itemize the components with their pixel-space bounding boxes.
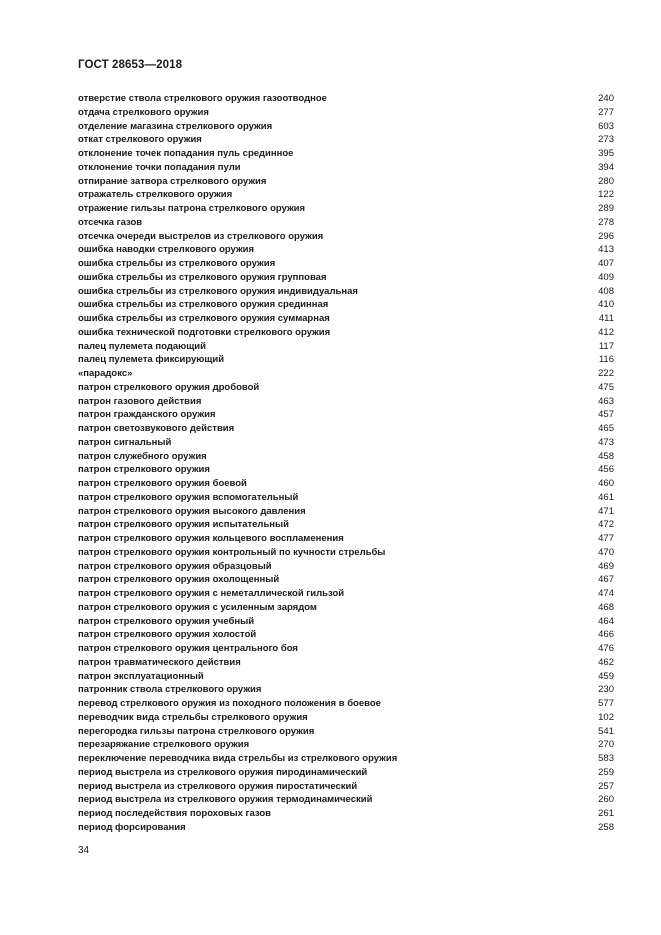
entry-term: ошибка технической подготовки стрелкового оружия bbox=[78, 326, 331, 338]
entry-page-ref: 395 bbox=[598, 148, 614, 159]
entry-term: отсечка очереди выстрелов из стрелкового оружия bbox=[78, 230, 324, 242]
entry-term: патрон стрелкового оружия образцовый bbox=[78, 560, 272, 572]
entry-term: ошибка наводки стрелкового оружия bbox=[78, 244, 255, 256]
index-entry bbox=[78, 683, 614, 697]
index-entry bbox=[78, 477, 614, 491]
index-entry bbox=[78, 670, 614, 684]
entry-page-ref: 117 bbox=[598, 340, 614, 352]
entry-term: отражатель стрелкового оружия bbox=[78, 189, 233, 201]
entry-page-ref: 289 bbox=[598, 203, 614, 214]
entry-page-ref: 102 bbox=[598, 711, 614, 723]
entry-page-ref: 469 bbox=[598, 560, 614, 572]
entry-term: патрон стрелкового оружия дробовой bbox=[78, 381, 260, 393]
index-entry bbox=[78, 408, 614, 422]
entry-page-ref: 462 bbox=[598, 656, 614, 668]
entry-page-ref: 475 bbox=[598, 381, 614, 393]
index-entry bbox=[78, 450, 614, 464]
entry-term: патрон стрелкового оружия контрольный по кучности стрельбы bbox=[78, 546, 386, 558]
index-entry bbox=[78, 697, 614, 711]
entry-page-ref: 257 bbox=[598, 780, 614, 792]
entry-term: патрон стрелкового оружия вспомогательный bbox=[78, 491, 299, 503]
index-entry bbox=[78, 133, 614, 147]
entry-term: палец пулемета подающий bbox=[78, 340, 206, 352]
index-entry bbox=[78, 271, 614, 285]
entry-term: патрон травматического действия bbox=[78, 656, 241, 668]
entry-page-ref: 474 bbox=[598, 588, 614, 599]
entry-term: патрон светозвукового действия bbox=[78, 423, 235, 434]
entry-page-ref: 410 bbox=[598, 299, 614, 311]
entry-term: отсечка газов bbox=[78, 216, 143, 228]
entry-page-ref: 277 bbox=[598, 106, 614, 118]
index-entry bbox=[78, 532, 614, 546]
index-entry bbox=[78, 395, 614, 409]
entry-page-ref: 261 bbox=[598, 808, 614, 819]
index-entry bbox=[78, 188, 614, 202]
entry-page-ref: 583 bbox=[598, 753, 614, 764]
entry-term: патрон стрелкового оружия боевой bbox=[78, 478, 247, 489]
entry-term: патрон стрелкового оружия bbox=[78, 464, 210, 476]
entry-term: период выстрела из стрелкового оружия пиростатический bbox=[78, 780, 358, 792]
index-entry bbox=[78, 161, 614, 175]
index-entry bbox=[78, 505, 614, 519]
entry-term: период выстрела из стрелкового оружия пиродинамический bbox=[78, 766, 368, 778]
entry-page-ref: 411 bbox=[598, 313, 614, 324]
entry-term: патрон служебного оружия bbox=[78, 450, 207, 462]
entry-page-ref: 230 bbox=[598, 684, 614, 696]
entry-page-ref: 222 bbox=[598, 368, 614, 379]
entry-page-ref: 472 bbox=[598, 519, 614, 531]
document-header: ГОСТ 28653—2018 bbox=[78, 59, 183, 71]
index-entry bbox=[78, 463, 614, 477]
entry-term: патрон стрелкового оружия центрального боя bbox=[78, 643, 298, 654]
entry-term: патрон стрелкового оружия учебный bbox=[78, 615, 255, 627]
entry-page-ref: 471 bbox=[598, 505, 614, 517]
entry-page-ref: 476 bbox=[598, 643, 614, 654]
index-entry bbox=[78, 230, 614, 244]
index-entry bbox=[78, 573, 614, 587]
entry-page-ref: 409 bbox=[598, 271, 614, 283]
index-entry bbox=[78, 106, 614, 120]
index-entry bbox=[78, 243, 614, 257]
index-entry bbox=[78, 326, 614, 340]
index-entry bbox=[78, 752, 614, 766]
entry-page-ref: 466 bbox=[598, 629, 614, 641]
entry-term: отклонение точек попадания пуль срединное bbox=[78, 148, 294, 159]
term-index-list bbox=[78, 92, 614, 835]
index-entry bbox=[78, 601, 614, 615]
index-entry bbox=[78, 738, 614, 752]
entry-term: патрон стрелкового оружия охолощенный bbox=[78, 574, 280, 586]
entry-term: патрон стрелкового оружия кольцевого воспламенения bbox=[78, 533, 344, 544]
entry-page-ref: 477 bbox=[598, 533, 614, 544]
entry-term: ошибка стрельбы из стрелкового оружия срединная bbox=[78, 299, 329, 311]
index-entry bbox=[78, 793, 614, 807]
index-entry bbox=[78, 766, 614, 780]
entry-page-ref: 260 bbox=[598, 794, 614, 806]
entry-term: отдача стрелкового оружия bbox=[78, 106, 209, 118]
index-entry bbox=[78, 257, 614, 271]
index-entry bbox=[78, 546, 614, 560]
entry-page-ref: 278 bbox=[598, 216, 614, 228]
entry-term: ошибка стрельбы из стрелкового оружия индивидуальная bbox=[78, 285, 358, 297]
entry-term: отклонение точки попадания пули bbox=[78, 161, 241, 173]
index-entry bbox=[78, 367, 614, 381]
page-number: 34 bbox=[78, 845, 90, 856]
entry-page-ref: 468 bbox=[598, 601, 614, 613]
entry-term: патрон стрелкового оружия холостой bbox=[78, 629, 257, 641]
entry-page-ref: 296 bbox=[598, 230, 614, 242]
entry-page-ref: 116 bbox=[598, 354, 614, 366]
entry-term: отверстие ствола стрелкового оружия газоотводное bbox=[78, 93, 327, 104]
index-entry bbox=[78, 422, 614, 436]
index-entry bbox=[78, 202, 614, 216]
index-entry bbox=[78, 587, 614, 601]
entry-term: отражение гильзы патрона стрелкового оружия bbox=[78, 203, 306, 214]
entry-term: переводчик вида стрельбы стрелкового оружия bbox=[78, 711, 308, 723]
entry-page-ref: 413 bbox=[598, 244, 614, 256]
entry-term: перевод стрелкового оружия из походного положения в боевое bbox=[78, 698, 381, 709]
entry-term: патрон эксплуатационный bbox=[78, 670, 204, 682]
index-entry bbox=[78, 120, 614, 134]
index-entry bbox=[78, 92, 614, 106]
entry-term: «парадокс» bbox=[78, 368, 133, 379]
entry-term: патрон стрелкового оружия испытательный bbox=[78, 519, 289, 531]
entry-term: ошибка стрельбы из стрелкового оружия суммарная bbox=[78, 313, 330, 324]
index-entry bbox=[78, 491, 614, 505]
index-entry bbox=[78, 807, 614, 821]
entry-term: ошибка стрельбы из стрелкового оружия bbox=[78, 258, 276, 269]
index-entry bbox=[78, 725, 614, 739]
entry-term: отделение магазина стрелкового оружия bbox=[78, 120, 273, 132]
entry-page-ref: 394 bbox=[598, 161, 614, 173]
entry-page-ref: 408 bbox=[598, 285, 614, 297]
entry-page-ref: 460 bbox=[598, 478, 614, 489]
entry-term: период форсирования bbox=[78, 821, 186, 833]
entry-term: палец пулемета фиксирующий bbox=[78, 354, 225, 366]
index-entry bbox=[78, 298, 614, 312]
entry-term: откат стрелкового оружия bbox=[78, 134, 202, 146]
index-entry bbox=[78, 615, 614, 629]
entry-term: патронник ствола стрелкового оружия bbox=[78, 684, 262, 696]
entry-page-ref: 463 bbox=[598, 395, 614, 407]
index-entry bbox=[78, 560, 614, 574]
index-entry bbox=[78, 642, 614, 656]
entry-page-ref: 603 bbox=[598, 120, 614, 132]
index-entry bbox=[78, 711, 614, 725]
entry-page-ref: 270 bbox=[598, 739, 614, 751]
entry-term: патрон сигнальный bbox=[78, 436, 172, 448]
index-entry bbox=[78, 353, 614, 367]
entry-page-ref: 259 bbox=[598, 766, 614, 778]
entry-page-ref: 465 bbox=[598, 423, 614, 434]
index-entry bbox=[78, 821, 614, 835]
index-entry bbox=[78, 340, 614, 354]
entry-page-ref: 457 bbox=[598, 409, 614, 421]
entry-page-ref: 412 bbox=[598, 326, 614, 338]
index-entry bbox=[78, 312, 614, 326]
entry-term: период выстрела из стрелкового оружия термодинамический bbox=[78, 794, 373, 806]
entry-term: патрон стрелкового оружия с усиленным зарядом bbox=[78, 601, 317, 613]
index-entry bbox=[78, 175, 614, 189]
entry-page-ref: 258 bbox=[598, 821, 614, 833]
entry-term: перезаряжание стрелкового оружия bbox=[78, 739, 250, 751]
entry-term: ошибка стрельбы из стрелкового оружия групповая bbox=[78, 271, 327, 283]
index-entry bbox=[78, 285, 614, 299]
entry-page-ref: 577 bbox=[598, 698, 614, 709]
entry-page-ref: 467 bbox=[598, 574, 614, 586]
entry-term: переключение переводчика вида стрельбы из стрелкового оружия bbox=[78, 753, 398, 764]
entry-page-ref: 240 bbox=[598, 93, 614, 104]
entry-term: патрон стрелкового оружия с неметаллической гильзой bbox=[78, 588, 345, 599]
entry-term: патрон гражданского оружия bbox=[78, 409, 216, 421]
index-entry bbox=[78, 780, 614, 794]
entry-page-ref: 122 bbox=[598, 189, 614, 201]
entry-page-ref: 456 bbox=[598, 464, 614, 476]
entry-page-ref: 470 bbox=[598, 546, 614, 558]
index-entry bbox=[78, 628, 614, 642]
entry-term: патрон газового действия bbox=[78, 395, 202, 407]
entry-term: отпирание затвора стрелкового оружия bbox=[78, 175, 267, 187]
entry-page-ref: 459 bbox=[598, 670, 614, 682]
entry-page-ref: 273 bbox=[598, 134, 614, 146]
entry-page-ref: 407 bbox=[598, 258, 614, 269]
index-entry bbox=[78, 656, 614, 670]
entry-term: период последействия пороховых газов bbox=[78, 808, 271, 819]
entry-page-ref: 541 bbox=[598, 725, 614, 737]
entry-term: патрон стрелкового оружия высокого давления bbox=[78, 505, 306, 517]
index-entry bbox=[78, 216, 614, 230]
entry-page-ref: 461 bbox=[598, 491, 614, 503]
entry-page-ref: 464 bbox=[598, 615, 614, 627]
entry-page-ref: 473 bbox=[598, 436, 614, 448]
entry-page-ref: 458 bbox=[598, 450, 614, 462]
entry-term: перегородка гильзы патрона стрелкового оружия bbox=[78, 725, 315, 737]
index-entry bbox=[78, 147, 614, 161]
index-entry bbox=[78, 436, 614, 450]
entry-page-ref: 280 bbox=[598, 175, 614, 187]
index-entry bbox=[78, 518, 614, 532]
index-entry bbox=[78, 381, 614, 395]
